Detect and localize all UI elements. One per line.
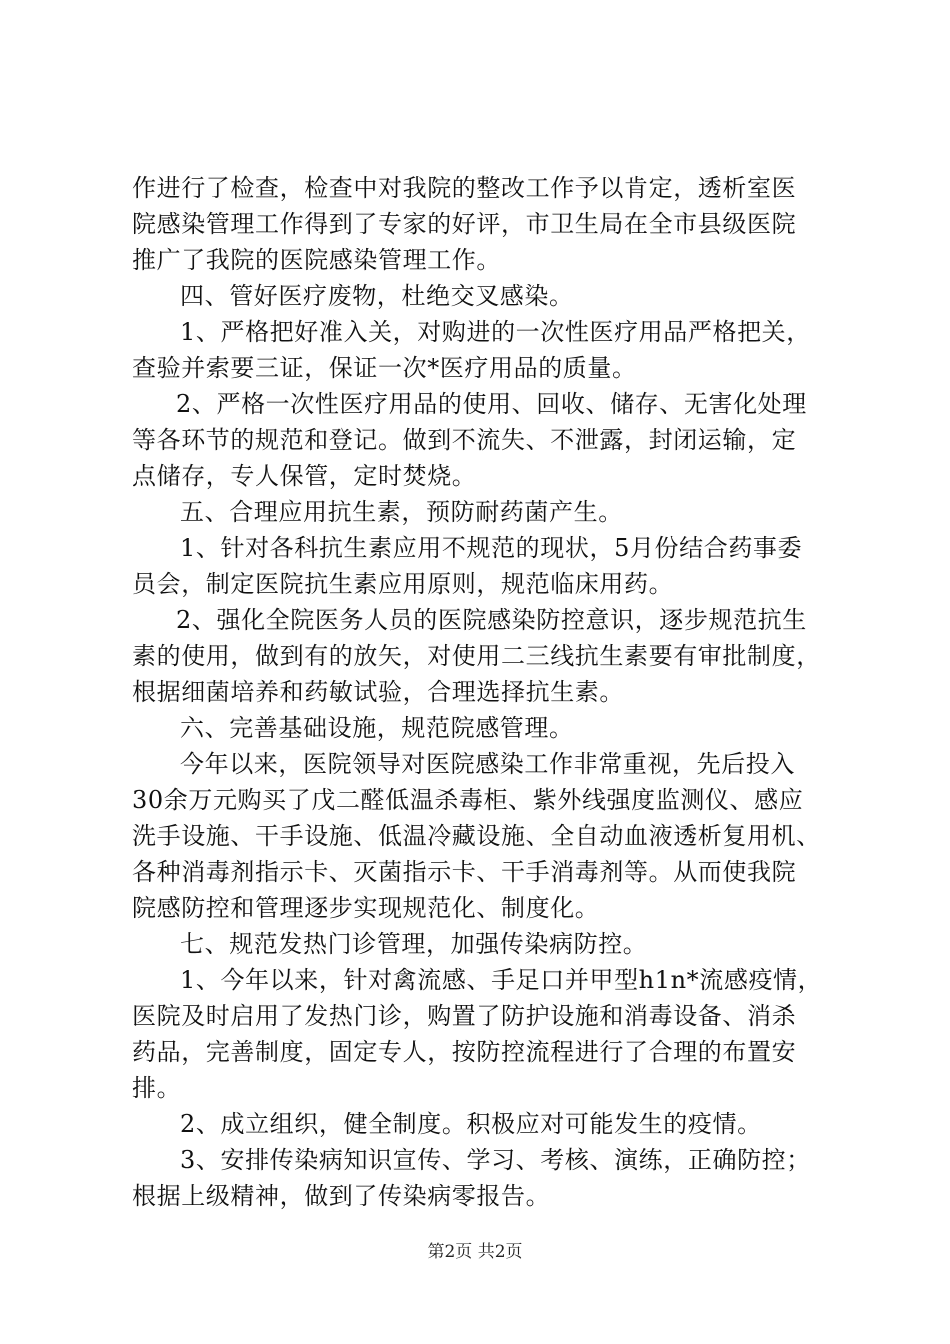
- section-heading: 六、完善基础设施，规范院感管理。: [180, 714, 574, 742]
- text-line: 药品，完善制度，固定专人，按防控流程进行了合理的布置安: [132, 1038, 797, 1066]
- text-line: 1、严格把好准入关，对购进的一次性医疗用品严格把关，: [180, 318, 811, 346]
- text-line: 推广了我院的医院感染管理工作。: [132, 246, 501, 274]
- text-line: 排。: [132, 1074, 182, 1102]
- text-line: 院感染管理工作得到了专家的好评，市卫生局在全市县级医院: [132, 210, 797, 238]
- section-heading: 四、管好医疗废物，杜绝交叉感染。: [180, 282, 574, 310]
- text-line: 3、安排传染病知识宣传、学习、考核、演练，正确防控；: [180, 1146, 811, 1174]
- text-line: 1、针对各科抗生素应用不规范的现状，5月份结合药事委: [180, 534, 803, 562]
- text-line: 医院及时启用了发热门诊，购置了防护设施和消毒设备、消杀: [132, 1002, 797, 1030]
- text-line: 2、成立组织，健全制度。积极应对可能发生的疫情。: [180, 1110, 762, 1138]
- text-line: 2、严格一次性医疗用品的使用、回收、储存、无害化处理: [176, 390, 807, 418]
- text-line: 2、强化全院医务人员的医院感染防控意识，逐步规范抗生: [176, 606, 807, 634]
- text-line: 1、今年以来，针对禽流感、手足口并甲型h1n*流感疫情，: [180, 966, 823, 994]
- text-line: 素的使用，做到有的放矢，对使用二三线抗生素要有审批制度，: [132, 642, 821, 670]
- text-line: 洗手设施、干手设施、低温冷藏设施、全自动血液透析复用机、: [132, 822, 821, 850]
- text-line: 今年以来，医院领导对医院感染工作非常重视，先后投入: [180, 750, 795, 778]
- text-line: 根据上级精神，做到了传染病零报告。: [132, 1182, 551, 1210]
- text-line: 30余万元购买了戊二醛低温杀毒柜、紫外线强度监测仪、感应: [132, 786, 804, 814]
- text-line: 根据细菌培养和药敏试验，合理选择抗生素。: [132, 678, 624, 706]
- text-line: 等各环节的规范和登记。做到不流失、不泄露，封闭运输，定: [132, 426, 797, 454]
- text-line: 院感防控和管理逐步实现规范化、制度化。: [132, 894, 600, 922]
- text-line: 查验并索要三证，保证一次*医疗用品的质量。: [132, 354, 637, 382]
- text-line: 各种消毒剂指示卡、灭菌指示卡、干手消毒剂等。从而使我院: [132, 858, 797, 886]
- section-heading: 七、规范发热门诊管理，加强传染病防控。: [180, 930, 648, 958]
- text-line: 员会，制定医院抗生素应用原则，规范临床用药。: [132, 570, 674, 598]
- text-line: 作进行了检查，检查中对我院的整改工作予以肯定，透析室医: [132, 174, 797, 202]
- section-heading: 五、合理应用抗生素，预防耐药菌产生。: [180, 498, 623, 526]
- page-number-footer: 第2页 共2页: [427, 1242, 523, 1262]
- text-line: 点储存，专人保管，定时焚烧。: [132, 462, 477, 490]
